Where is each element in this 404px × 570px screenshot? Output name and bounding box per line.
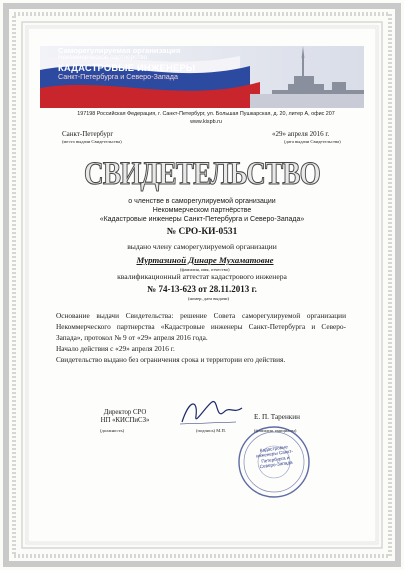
signature-caption: (подпись) М.П. xyxy=(196,428,226,433)
intro-line-3: «Кадастровые инженеры Санкт-Петербурга и Северо-Запада» xyxy=(99,216,305,224)
header-line-4: Санкт-Петербурга и Северо-Запада xyxy=(58,71,178,81)
basis-block xyxy=(56,310,346,354)
intro-block xyxy=(70,197,334,225)
attestat-label: квалификационный аттестат кадастрового инженера xyxy=(117,272,287,281)
header-line-1: Саморегулируемая организация xyxy=(58,46,181,55)
title-text: СВИДЕТЕЛЬСТВО xyxy=(84,156,321,192)
signer-caption: (фамилия, инициалы) xyxy=(254,428,297,433)
start-date: Начало действия с «29» апреля 2016 г. xyxy=(56,344,175,353)
intro-line-2: Некоммерческом партнёрстве xyxy=(152,207,252,215)
signatory-post xyxy=(80,409,170,425)
post-line-1: Директор СРО xyxy=(103,409,147,416)
header-line-2: Некоммерческое партнерство xyxy=(58,53,148,61)
member-name-caption: (фамилия, имя, отчество) xyxy=(180,267,230,272)
issue-place-caption: (место выдачи Свидетельства) xyxy=(62,139,122,144)
certificate-number: № СРО-КИ-0531 xyxy=(166,227,238,237)
post-line-2: НП «КИСПиСЗ» xyxy=(100,417,150,424)
post-caption: (должность) xyxy=(100,428,125,433)
member-name: Муртазиной Динаре Мухаматовне xyxy=(136,255,274,265)
signer-name: Е. П. Таренкин xyxy=(254,413,300,421)
basis-paragraph: Основание выдачи Свидетельства: решение Совета саморегулируемой организации Некоммерческого партнерства «Кадастровые инженеры Санкт-Петербурга и Северо-Запада», протокол № 9 от «29» апреля 2016 года. xyxy=(56,311,346,342)
issue-date: «29» апреля 2016 г. xyxy=(272,130,330,138)
address: 197198 Российская Федерация, г. Санкт-Петербург, ул. Большая Пушкарская, д. 20, литер А, офис 207 xyxy=(77,111,335,117)
intro-line-1: о членстве в саморегулируемой организации xyxy=(128,198,276,205)
website: www.kispb.ru xyxy=(190,119,222,125)
validity-text: Свидетельство выдано без ограничения срока и территории его действия. xyxy=(56,355,286,364)
attestat-caption: (номер, дата выдачи) xyxy=(188,296,229,301)
issued-to-label: выдано члену саморегулируемой организации xyxy=(127,242,277,251)
issue-place: Санкт-Петербург xyxy=(62,130,114,138)
issue-date-caption: (дата выдачи Свидетельства) xyxy=(284,139,341,144)
attestat-number: № 74-13-623 от 28.11.2013 г. xyxy=(147,284,257,294)
document-title xyxy=(80,148,324,196)
seal-text: Кадастровые инженеры Санкт-Петербурга и Северо-Запада xyxy=(255,444,294,470)
header-text xyxy=(58,47,258,80)
header-line-3: КАДАСТРОВЫЕ ИНЖЕНЕРЫ xyxy=(58,61,196,73)
